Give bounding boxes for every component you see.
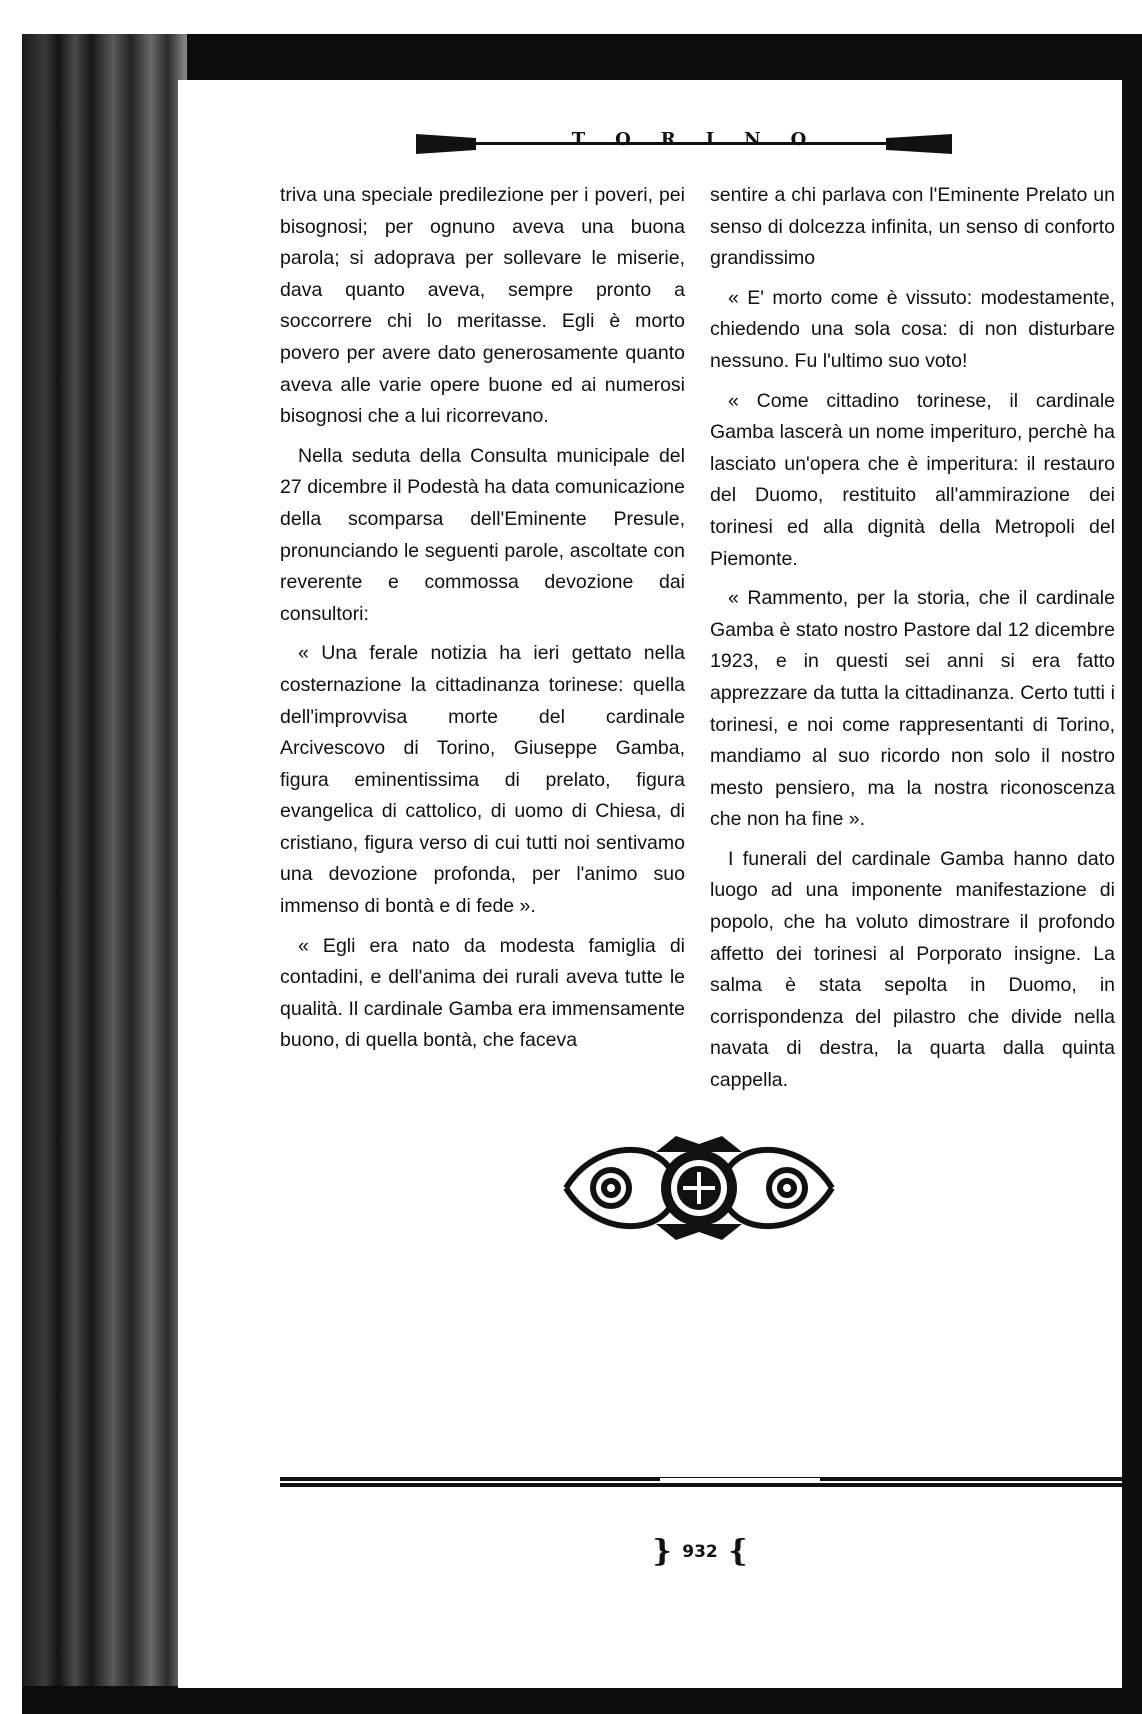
- paragraph: triva una speciale predilezione per i poveri, pei bisognosi; per ognuno aveva una buona parola; si adoprava per sollevare le miserie, dava quanto aveva, sempre pronto a soccorrere chi lo meritasse. Egli è morto povero per avere dato generosamente quanto aveva alle varie opere buone ed ai numerosi bisognosi che a lui ricorrevano.: [280, 184, 685, 428]
- page-number-value: 932: [682, 1541, 718, 1562]
- scan-frame-right: [1120, 34, 1142, 1714]
- paragraph: I funerali del cardinale Gamba hanno dato luogo ad una imponente manifestazione di popolo, che ha voluto dimostrare il profondo affetto dei torinesi al Porporato insigne. La salma è stata sepolta in Duomo, in corrispondenza del pilastro che divide nella navata di destra, la quarta dalla quinta cappella.: [710, 847, 1115, 1092]
- left-column: [280, 180, 685, 1065]
- page-number-right-brace: {: [728, 1534, 748, 1569]
- bottom-rule: [280, 1470, 1122, 1494]
- page-number: [640, 1534, 760, 1574]
- paragraph: « Una ferale notizia ha ieri gettato nella costernazione la cittadinanza torinese: quella dell'improvvisa morte del cardinale Arcivescovo di Torino, Giuseppe Gamba, figura eminentissima di prelato, figura evangelica di cattolico, di uomo di Chiesa, di cristiano, figura verso di cui tutti noi sentivamo una devozione profonda, per l'animo suo immenso di bontà e di fede ».: [280, 642, 685, 918]
- scan-frame-bottom: [22, 1686, 1142, 1714]
- paragraph: « Rammento, per la storia, che il cardinale Gamba è stato nostro Pastore dal 12 dicembre 1923, e in questi sei anni si era fatto apprezzare da tutta la cittadinanza. Certo tutti i torinesi, e noi come rappresentanti di Torino, mandiamo al suo ricordo non solo il nostro mesto pensiero, ma la nostra riconoscenza che non ha fine ».: [710, 587, 1115, 831]
- celtic-ornament-icon: [556, 1128, 842, 1246]
- paragraph: sentire a chi parlava con l'Eminente Prelato un senso di dolcezza infinita, un senso di conforto grandissimo: [710, 184, 1115, 270]
- page-number-left-brace: }: [652, 1534, 672, 1569]
- paragraph: Nella seduta della Consulta municipale del 27 dicembre il Podestà ha data comunicazione della scomparsa dell'Eminente Presule, pronunciando le seguenti parole, ascoltate con reverente e commossa devozione dai consultori:: [280, 444, 685, 625]
- right-column: [710, 180, 1115, 1105]
- paragraph: « Come cittadino torinese, il cardinale Gamba lascerà un nome imperituro, perchè ha lasciato un'opera che è imperitura: il restauro del Duomo, restituito all'ammirazione dei torinesi ed alla dignità della Metropoli del Piemonte.: [710, 389, 1115, 570]
- paragraph: « Egli era nato da modesta famiglia di contadini, e dell'anima dei rurali aveva tutte le qualità. Il cardinale Gamba era immensamente buono, di quella bontà, che faceva: [280, 934, 685, 1052]
- paragraph: « E' morto come è vissuto: modestamente, chiedendo una sola cosa: di non disturbare nessuno. Fu l'ultimo suo voto!: [710, 286, 1115, 372]
- scan-frame-left: [22, 34, 187, 1714]
- running-head-title: TORINO: [571, 129, 837, 150]
- running-head: [416, 130, 952, 156]
